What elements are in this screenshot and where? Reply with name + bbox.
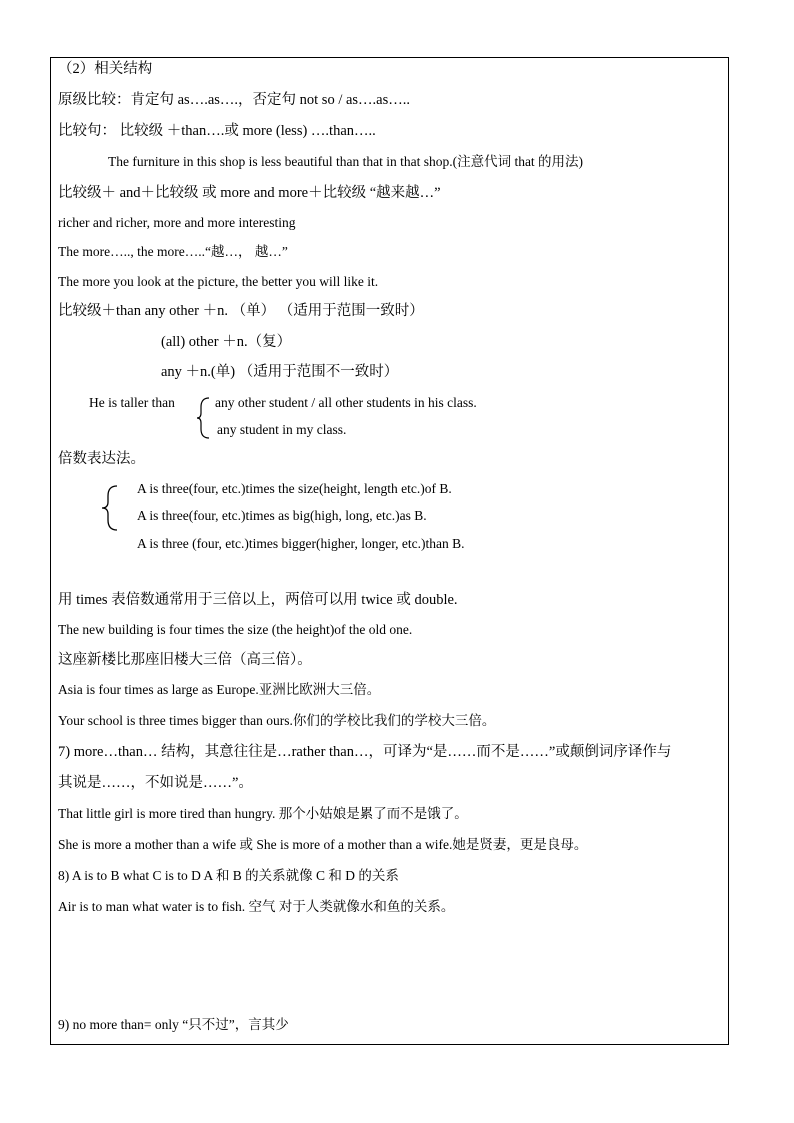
text-line: A is three(four, etc.)times as big(high, long, etc.)as B. — [137, 508, 427, 523]
text-line: 9) no more than= only “只不过”，言其少 — [58, 1017, 289, 1032]
text-line: The more you look at the picture, the better you will like it. — [58, 274, 379, 289]
text-line: The new building is four times the size (the height)of the old one. — [58, 622, 413, 637]
text-line: any other student / all other students in his class. — [215, 395, 477, 410]
section-heading: （2）相关结构 — [58, 61, 153, 77]
text-line: He is taller than — [89, 395, 175, 410]
text-line: The furniture in this shop is less beautiful than that in that shop.(注意代词 that 的用法) — [108, 154, 584, 169]
text-line: 7) more…than… 结构，其意往往是…rather than…，可译为“是……而不是……”或颠倒词序译作与 — [58, 744, 672, 760]
text-line: 用 times 表倍数通常用于三倍以上，两倍可以用 twice 或 double. — [58, 592, 458, 608]
text-line: 8) A is to B what C is to D A 和 B 的关系就像 C 和 D 的关系 — [58, 868, 399, 883]
text-line: She is more a mother than a wife 或 She is more of a mother than a wife.她是贤妻，更是良母。 — [58, 837, 588, 852]
text-line: any student in my class. — [217, 422, 347, 437]
text-line: richer and richer, more and more interesting — [58, 215, 296, 230]
text-line: Your school is three times bigger than ours.你们的学校比我们的学校大三倍。 — [58, 713, 496, 728]
text-line: 原级比较：肯定句 as….as….，否定句 not so / as….as….. — [58, 92, 411, 108]
text-line: A is three(four, etc.)times the size(height, length etc.)of B. — [137, 481, 452, 496]
text-line: Asia is four times as large as Europe.亚洲比欧洲大三倍。 — [58, 682, 381, 697]
text-line: That little girl is more tired than hungry. 那个小姑娘是累了而不是饿了。 — [58, 806, 468, 821]
text-line: 这座新楼比那座旧楼大三倍（高三倍）。 — [58, 652, 312, 668]
text-line: A is three (four, etc.)times bigger(higher, longer, etc.)than B. — [137, 536, 465, 551]
text-line: 比较级＋ and＋比较级 或 more and more＋比较级 “越来越…” — [58, 185, 441, 201]
text-line: 比较句： 比较级 ＋than….或 more (less) ….than….. — [58, 123, 376, 139]
text-line: The more….., the more…..“越…， 越…” — [58, 244, 288, 259]
text-line: Air is to man what water is to fish. 空气 对于人类就像水和鱼的关系。 — [58, 899, 455, 914]
text-line: 比较级＋than any other ＋n. （单） （适用于范围一致时） — [58, 303, 424, 319]
section-heading: 倍数表达法。 — [58, 451, 145, 467]
text-line: 其说是……，不如说是……”。 — [58, 775, 253, 791]
left-brace-icon — [100, 485, 120, 531]
left-brace-icon — [196, 397, 212, 439]
text-line: (all) other ＋n.（复） — [161, 334, 292, 350]
text-line: any ＋n.(单) （适用于范围不一致时） — [161, 364, 399, 380]
